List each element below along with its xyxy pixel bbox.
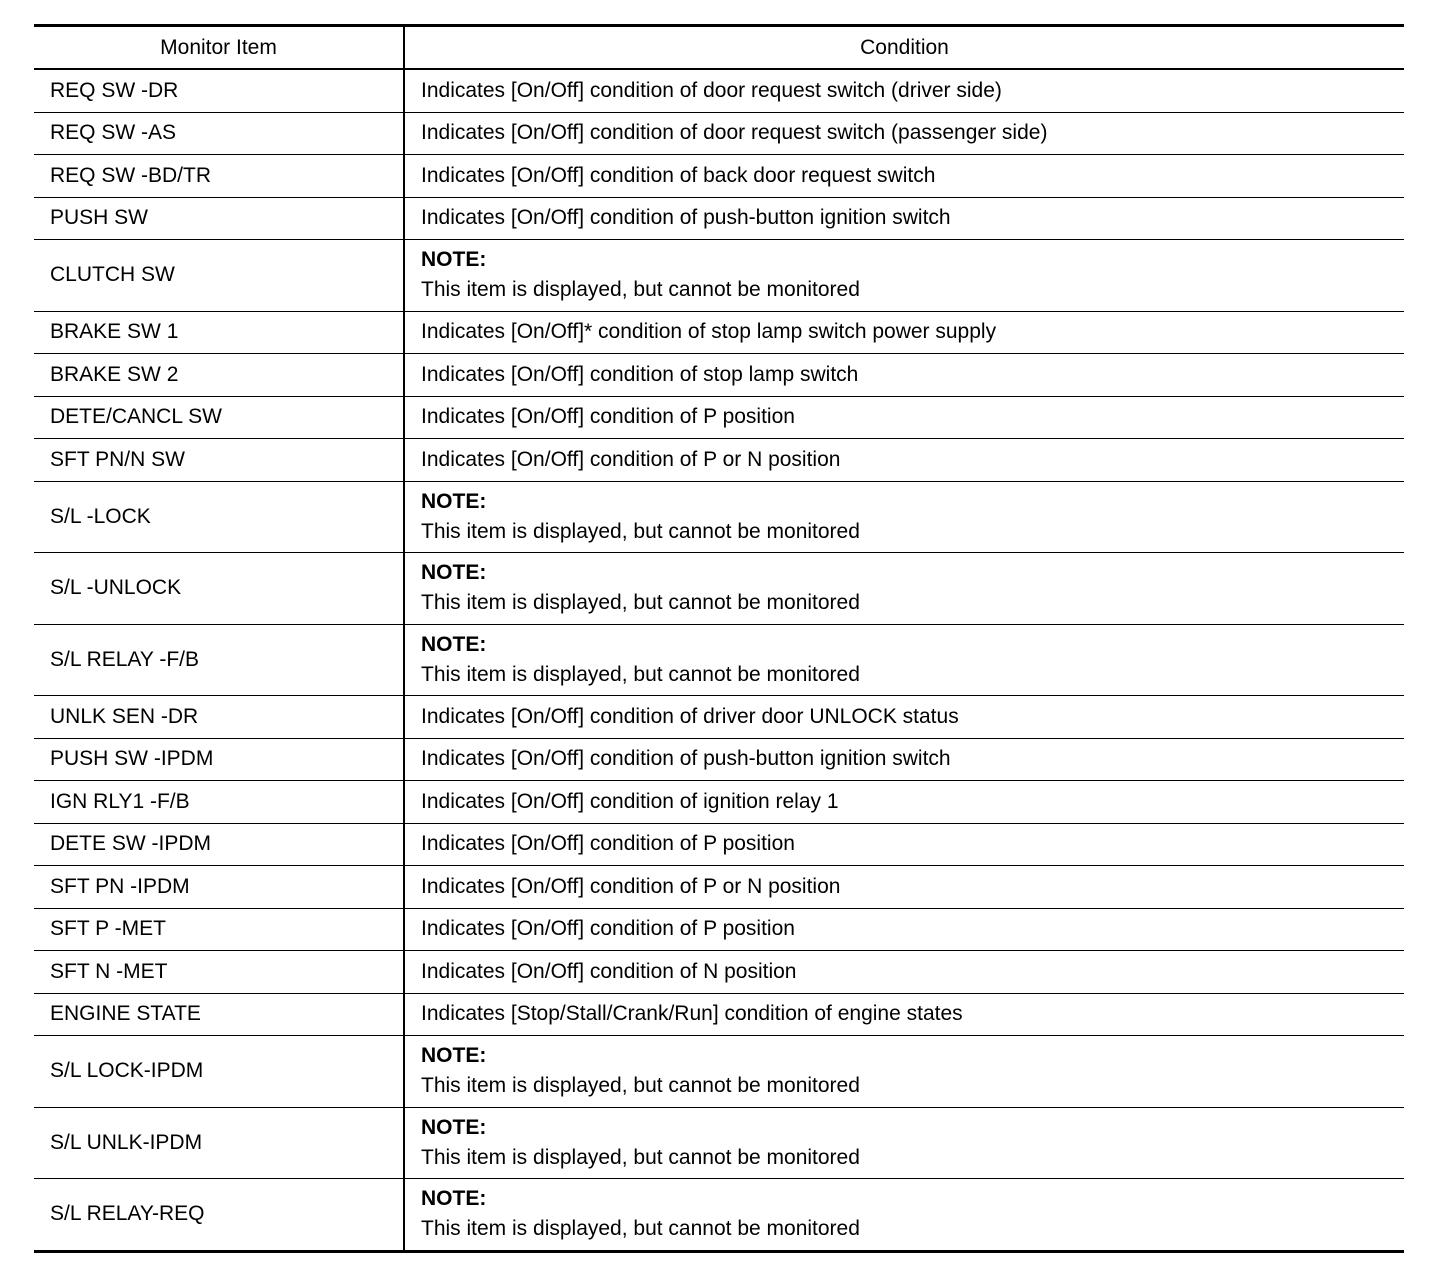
condition-cell: Indicates [On/Off] condition of P position [404, 823, 1404, 866]
note-label: NOTE: [421, 1044, 487, 1068]
condition-cell: Indicates [On/Off]* condition of stop lamp switch power supply [404, 311, 1404, 354]
condition-cell: Indicates [On/Off] condition of push-button ignition switch [404, 738, 1404, 781]
monitor-item-cell: REQ SW -AS [34, 112, 404, 155]
note-text: This item is displayed, but cannot be monitored [421, 519, 860, 543]
condition-cell: Indicates [On/Off] condition of back door request switch [404, 155, 1404, 198]
condition-cell: Indicates [On/Off] condition of driver door UNLOCK status [404, 696, 1404, 739]
monitor-item-cell: SFT P -MET [34, 908, 404, 951]
note-label: NOTE: [421, 248, 487, 272]
monitor-table-container [34, 24, 1404, 1253]
monitor-item-cell: CLUTCH SW [34, 240, 404, 312]
monitor-item-cell: S/L UNLK-IPDM [34, 1107, 404, 1179]
monitor-item-cell: SFT PN -IPDM [34, 866, 404, 909]
table-header-row [34, 26, 1404, 70]
monitor-item-cell: REQ SW -DR [34, 69, 404, 112]
table-row [34, 993, 1404, 1036]
note-text: This item is displayed, but cannot be monitored [421, 1217, 860, 1241]
table-row [34, 1179, 1404, 1252]
monitor-item-cell: BRAKE SW 1 [34, 311, 404, 354]
condition-cell [404, 481, 1404, 553]
monitor-item-cell: BRAKE SW 2 [34, 354, 404, 397]
note-label: NOTE: [421, 1187, 487, 1211]
condition-cell: Indicates [On/Off] condition of door request switch (driver side) [404, 69, 1404, 112]
table-row [34, 481, 1404, 553]
monitor-item-cell: REQ SW -BD/TR [34, 155, 404, 198]
table-row [34, 951, 1404, 994]
condition-cell [404, 553, 1404, 625]
table-row [34, 1107, 1404, 1179]
note-label: NOTE: [421, 1115, 487, 1139]
condition-cell: Indicates [On/Off] condition of door request switch (passenger side) [404, 112, 1404, 155]
condition-cell: Indicates [On/Off] condition of P or N position [404, 866, 1404, 909]
table-row [34, 197, 1404, 240]
table-row [34, 823, 1404, 866]
note-text: This item is displayed, but cannot be monitored [421, 1074, 860, 1098]
note-text: This item is displayed, but cannot be monitored [421, 662, 860, 686]
condition-cell [404, 624, 1404, 696]
header-condition: Condition [404, 26, 1404, 70]
condition-cell: Indicates [On/Off] condition of P position [404, 396, 1404, 439]
monitor-item-cell: S/L RELAY-REQ [50, 1202, 205, 1226]
monitor-item-cell: ENGINE STATE [34, 993, 404, 1036]
header-monitor-item: Monitor Item [34, 26, 404, 70]
monitor-item-cell: DETE SW -IPDM [34, 823, 404, 866]
table-row [34, 155, 1404, 198]
table-row [34, 69, 1404, 112]
table-row [34, 240, 1404, 312]
condition-cell [404, 240, 1404, 312]
table-row [34, 112, 1404, 155]
monitor-item-cell: S/L RELAY -F/B [34, 624, 404, 696]
note-label: NOTE: [421, 561, 487, 585]
table-row [34, 396, 1404, 439]
note-text: This item is displayed, but cannot be monitored [421, 278, 860, 302]
table-body [34, 69, 1404, 1251]
note-label: NOTE: [421, 489, 487, 513]
table-row [34, 738, 1404, 781]
condition-cell: Indicates [On/Off] condition of P or N position [404, 439, 1404, 482]
note-text: This item is displayed, but cannot be monitored [421, 591, 860, 615]
condition-cell [404, 1107, 1404, 1179]
monitor-item-cell: DETE/CANCL SW [34, 396, 404, 439]
table-row [34, 624, 1404, 696]
condition-cell: Indicates [On/Off] condition of stop lamp switch [404, 354, 1404, 397]
monitor-item-cell: S/L LOCK-IPDM [34, 1036, 404, 1108]
table-row [34, 1036, 1404, 1108]
table-row [34, 354, 1404, 397]
table-row [34, 781, 1404, 824]
condition-cell [404, 1179, 1404, 1252]
monitor-item-cell: IGN RLY1 -F/B [34, 781, 404, 824]
monitor-item-cell: PUSH SW -IPDM [34, 738, 404, 781]
condition-cell: Indicates [On/Off] condition of N position [404, 951, 1404, 994]
table-row [34, 553, 1404, 625]
monitor-table [34, 24, 1404, 1253]
condition-cell: Indicates [On/Off] condition of P position [404, 908, 1404, 951]
condition-cell: Indicates [On/Off] condition of ignition relay 1 [404, 781, 1404, 824]
condition-cell: Indicates [On/Off] condition of push-button ignition switch [404, 197, 1404, 240]
monitor-item-cell: SFT PN/N SW [34, 439, 404, 482]
table-row [34, 311, 1404, 354]
note-label: NOTE: [421, 632, 487, 656]
monitor-item-cell: S/L -UNLOCK [34, 553, 404, 625]
monitor-item-cell: SFT N -MET [34, 951, 404, 994]
condition-cell: Indicates [Stop/Stall/Crank/Run] condition of engine states [404, 993, 1404, 1036]
note-text: This item is displayed, but cannot be monitored [421, 1145, 860, 1169]
monitor-item-cell: S/L -LOCK [34, 481, 404, 553]
table-row [34, 908, 1404, 951]
table-row [34, 439, 1404, 482]
table-row [34, 866, 1404, 909]
condition-cell [404, 1036, 1404, 1108]
monitor-item-cell: PUSH SW [34, 197, 404, 240]
table-row [34, 696, 1404, 739]
monitor-item-cell: UNLK SEN -DR [34, 696, 404, 739]
